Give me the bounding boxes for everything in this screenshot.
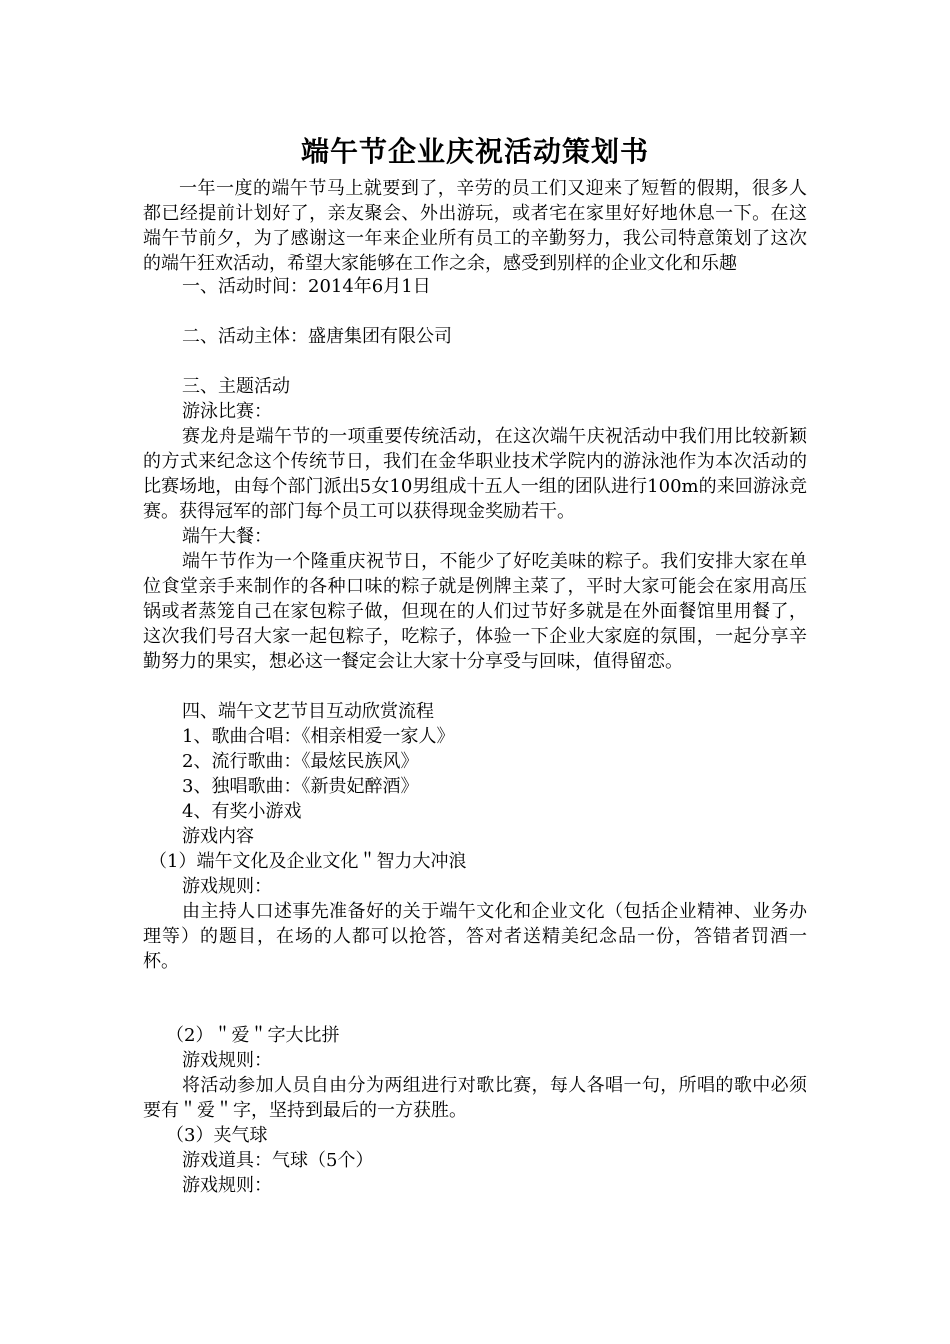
section-organizer: 二、活动主体：盛唐集团有限公司	[182, 326, 452, 347]
game3-title: （3）夹气球	[166, 1125, 268, 1146]
section-time: 一、活动时间：2014年6月1日	[182, 276, 431, 297]
swim-label: 游泳比赛：	[182, 401, 272, 422]
swim-paragraph: 赛龙舟是端午节的一项重要传统活动，在这次端午庆祝活动中我们用比较新颖的方式来纪念这个传统节日，我们在金华职业技术学院内的游泳池作为本次活动的比赛场地，由每个部门派出5女10男组成十五人一组的团队进行100m的来回游泳竞赛。获得冠军的部门每个员工可以获得现金奖励若干。	[143, 426, 807, 522]
game1-rules: 由主持人口述事先准备好的关于端午文化和企业文化（包括企业精神、业务办理等）的题目，在场的人都可以抢答，答对者送精美纪念品一份，答错者罚酒一杯。	[143, 901, 807, 972]
document-title: 端午节企业庆祝活动策划书	[300, 135, 649, 168]
game-content-label: 游戏内容	[182, 826, 254, 847]
program-heading: 四、端午文艺节目互动欣赏流程	[182, 701, 434, 722]
dinner-label: 端午大餐：	[182, 526, 272, 547]
intro-paragraph: 一年一度的端午节马上就要到了，辛劳的员工们又迎来了短暂的假期，很多人都已经提前计划好了，亲友聚会、外出游玩，或者宅在家里好好地休息一下。在这端午节前夕，为了感谢这一年来企业所有员工的辛勤努力，我公司特意策划了这次的端午狂欢活动，希望大家能够在工作之余，感受到别样的企业文化和乐趣	[143, 178, 807, 274]
section-theme-heading: 三、主题活动	[182, 376, 290, 397]
program-item: 3、独唱歌曲：《新贵妃醉酒》	[182, 776, 419, 797]
program-item: 4、有奖小游戏	[182, 801, 302, 822]
game3-props: 游戏道具：气球（5个）	[182, 1150, 374, 1171]
game2-title: （2）＂爱＂字大比拼	[166, 1025, 340, 1046]
game1-title: （1）端午文化及企业文化＂智力大冲浪	[149, 851, 467, 872]
program-item: 2、流行歌曲：《最炫民族风》	[182, 751, 419, 772]
game3-rules-label: 游戏规则：	[182, 1175, 272, 1196]
dinner-paragraph: 端午节作为一个隆重庆祝节日，不能少了好吃美味的粽子。我们安排大家在单位食堂亲手来制作的各种口味的粽子就是例牌主菜了，平时大家可能会在家用高压锅或者蒸笼自己在家包粽子做，但现在的人们过节好多就是在外面餐馆里用餐了，这次我们号召大家一起包粽子，吃粽子，体验一下企业大家庭的氛围，一起分享辛勤努力的果实，想必这一餐定会让大家十分享受与回味，值得留恋。	[143, 551, 807, 672]
program-item: 1、歌曲合唱：《相亲相爱一家人》	[182, 726, 455, 747]
game1-rules-label: 游戏规则：	[182, 876, 272, 897]
game2-rules-label: 游戏规则：	[182, 1050, 272, 1071]
game2-rules: 将活动参加人员自由分为两组进行对歌比赛，每人各唱一句，所唱的歌中必须要有＂爱＂字，坚持到最后的一方获胜。	[143, 1075, 807, 1121]
